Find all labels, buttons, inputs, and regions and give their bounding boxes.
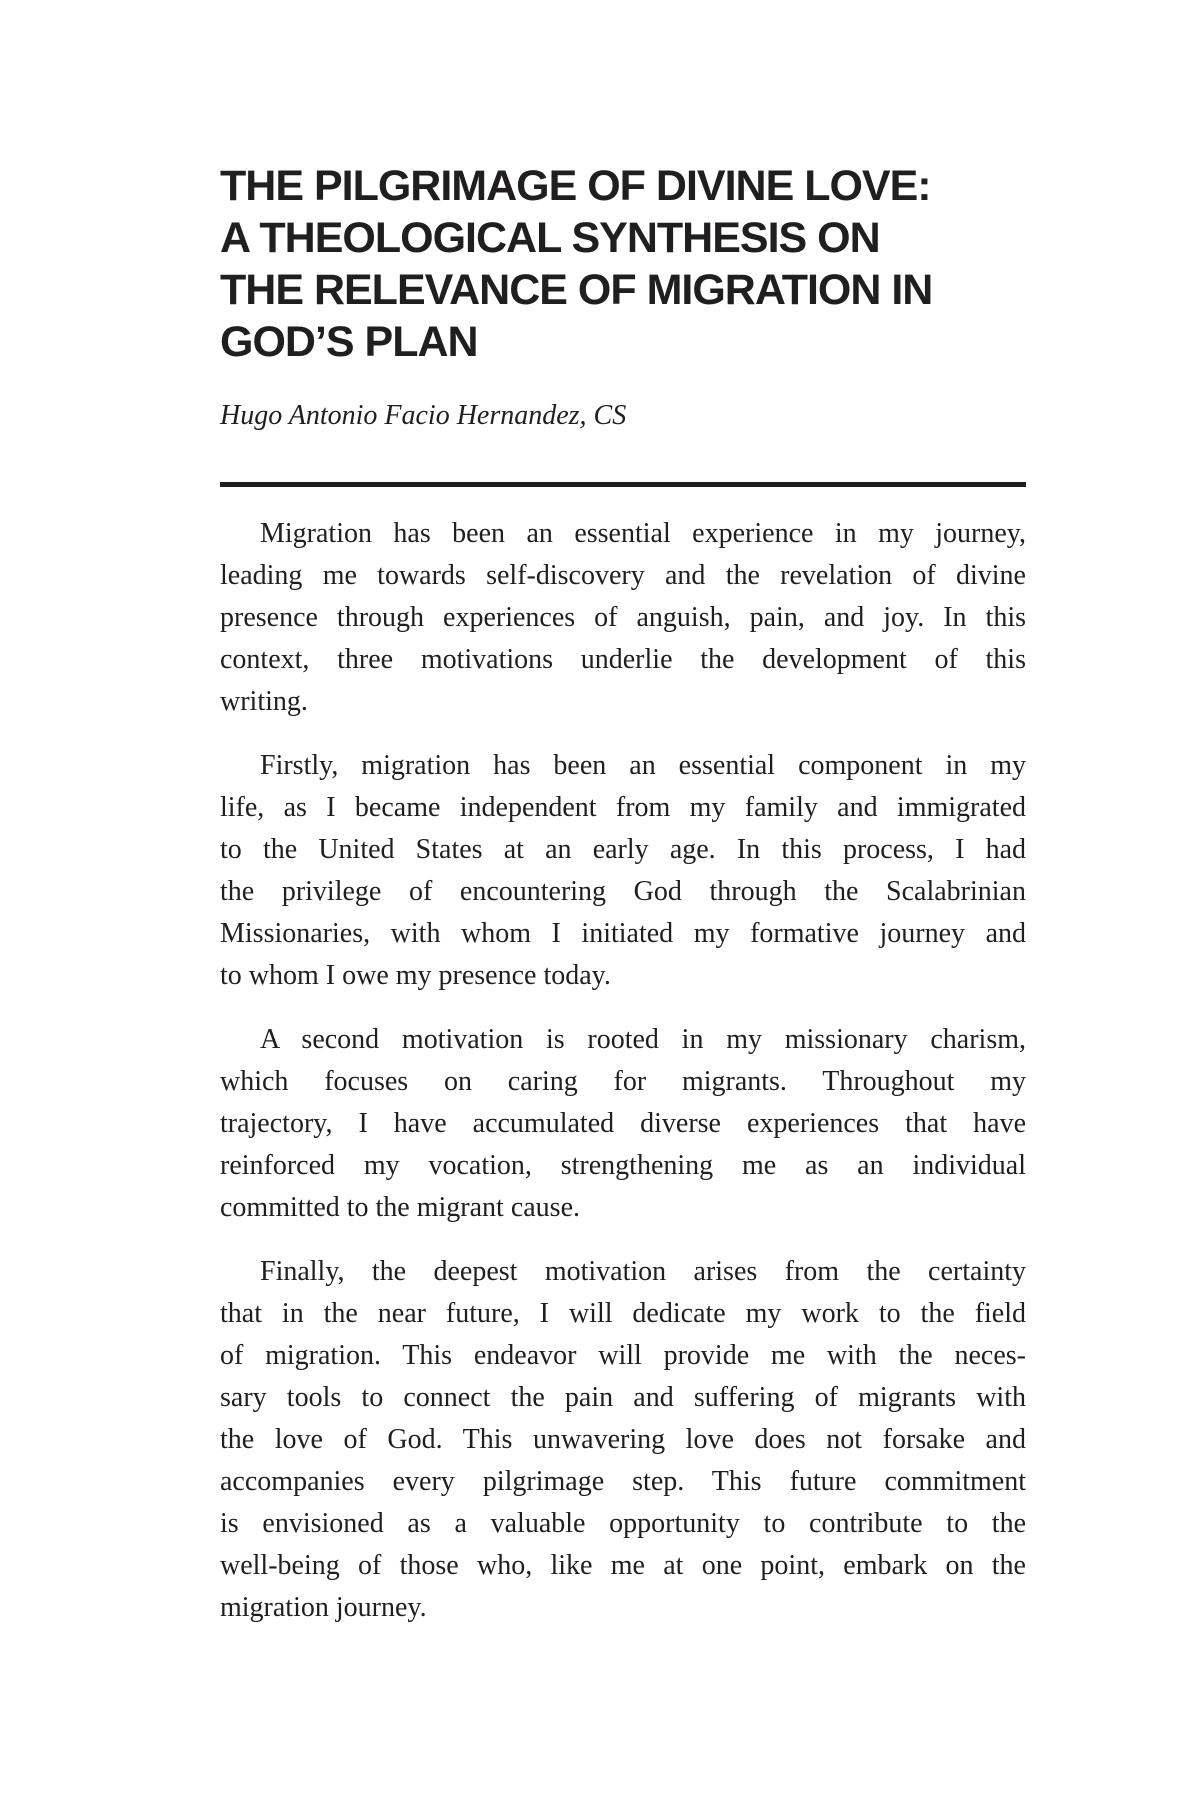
text-line: presence through experiences of anguish, pain, and joy. In this bbox=[220, 602, 1026, 633]
title-line-4: GOD’S PLAN bbox=[220, 318, 478, 366]
paragraph-1 bbox=[220, 513, 1026, 723]
text-line: the privilege of encountering God through the Scalabrinian bbox=[220, 876, 1026, 907]
text-line: Missionaries, with whom I initiated my formative journey and bbox=[220, 918, 1026, 949]
text-line: accompanies every pilgrimage step. This future commitment bbox=[220, 1466, 1026, 1497]
text-line: leading me towards self-discovery and the revelation of divine bbox=[220, 560, 1026, 591]
text-line: to the United States at an early age. In this process, I had bbox=[220, 834, 1026, 865]
text-line: context, three motivations underlie the development of this bbox=[220, 644, 1026, 675]
text-line: the love of God. This unwavering love does not forsake and bbox=[220, 1424, 1026, 1455]
paragraph-3 bbox=[220, 1019, 1026, 1229]
article-title bbox=[220, 160, 1026, 368]
text-line: of migration. This endeavor will provide me with the neces- bbox=[220, 1340, 1026, 1371]
title-line-3: THE RELEVANCE OF MIGRATION IN bbox=[220, 266, 933, 314]
text-line: to whom I owe my presence today. bbox=[220, 960, 611, 991]
title-line-1: THE PILGRIMAGE OF DIVINE LOVE: bbox=[220, 162, 931, 210]
text-line: A second motivation is rooted in my missionary charism, bbox=[260, 1024, 1026, 1055]
text-line: migration journey. bbox=[220, 1592, 427, 1623]
text-line: committed to the migrant cause. bbox=[220, 1192, 581, 1223]
text-line: sary tools to connect the pain and suffering of migrants with bbox=[220, 1382, 1026, 1413]
title-line-2: A THEOLOGICAL SYNTHESIS ON bbox=[220, 214, 880, 262]
text-line: well-being of those who, like me at one point, embark on the bbox=[220, 1550, 1026, 1581]
author-byline: Hugo Antonio Facio Hernandez, CS bbox=[220, 400, 627, 431]
text-line: is envisioned as a valuable opportunity to contribute to the bbox=[220, 1508, 1026, 1539]
text-line: reinforced my vocation, strengthening me as an individual bbox=[220, 1150, 1026, 1181]
text-line: that in the near future, I will dedicate my work to the field bbox=[220, 1298, 1026, 1329]
title-divider-rule bbox=[220, 482, 1026, 487]
page-content-column bbox=[220, 0, 1026, 1651]
text-line: trajectory, I have accumulated diverse experiences that have bbox=[220, 1108, 1026, 1139]
text-line: Migration has been an essential experience in my journey, bbox=[260, 518, 1026, 549]
text-line: writing. bbox=[220, 686, 308, 717]
article-header bbox=[220, 160, 1026, 487]
article-body bbox=[220, 513, 1026, 1629]
text-line: which focuses on caring for migrants. Throughout my bbox=[220, 1066, 1026, 1097]
text-line: Finally, the deepest motivation arises from the certainty bbox=[260, 1256, 1026, 1287]
paragraph-4 bbox=[220, 1251, 1026, 1629]
paragraph-2 bbox=[220, 745, 1026, 997]
text-line: life, as I became independent from my family and immigrated bbox=[220, 792, 1026, 823]
text-line: Firstly, migration has been an essential component in my bbox=[260, 750, 1026, 781]
